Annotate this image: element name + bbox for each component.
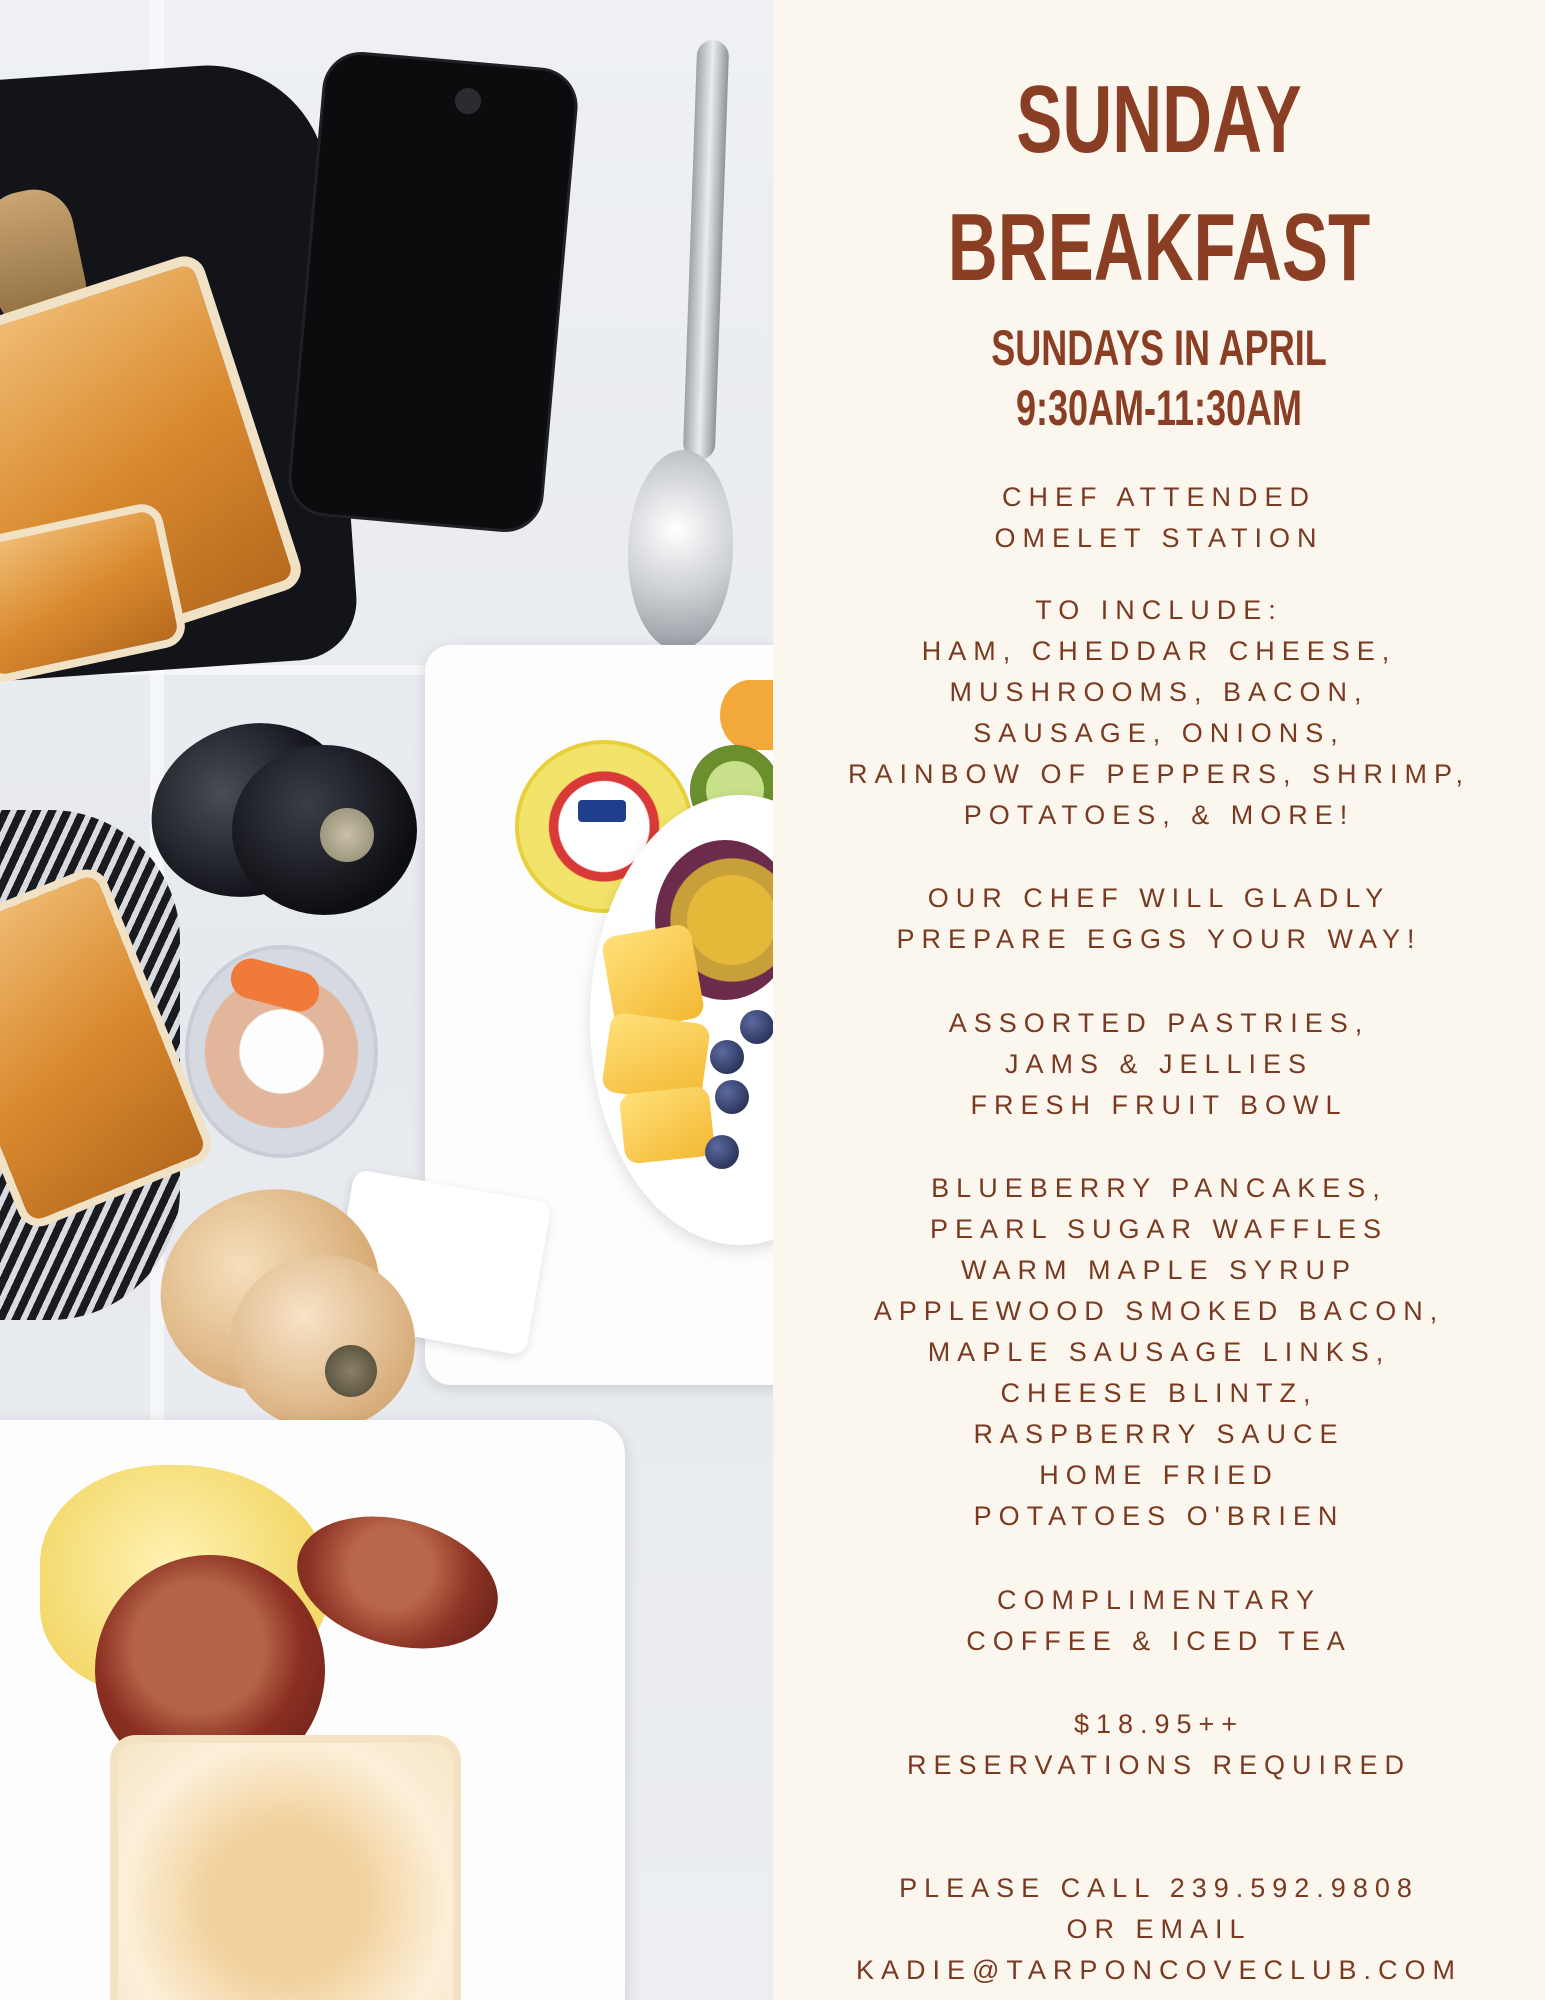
page-title-line-1: SUNDAY (1016, 66, 1302, 173)
spoon-handle-image (683, 40, 730, 461)
menu-line: HOME FRIED (1039, 1460, 1279, 1490)
menu-line: FRESH FRUIT BOWL (970, 1090, 1348, 1120)
menu-line: HAM, CHEDDAR CHEESE, (921, 636, 1397, 666)
phone-line: PLEASE CALL 239.592.9808 (899, 1873, 1419, 1903)
page-title-line-2: BREAKFAST (947, 194, 1371, 301)
menu-line: BLUEBERRY PANCAKES, (931, 1173, 1387, 1203)
menu-line: COFFEE & ICED TEA (966, 1626, 1352, 1656)
smartphone-image (288, 52, 577, 532)
blueberry-image (740, 1010, 773, 1044)
menu-line: APPLEWOOD SMOKED BACON, (873, 1296, 1445, 1326)
hot-breakfast-section (773, 1168, 1545, 1537)
schedule-days: SUNDAYS IN APRIL (991, 320, 1327, 376)
blueberry-image (705, 1135, 739, 1169)
menu-line: JAMS & JELLIES (1004, 1049, 1314, 1079)
menu-line: POTATOES, & MORE! (963, 800, 1355, 830)
spoon-bowl-image (625, 448, 737, 652)
phone-camera-image (455, 88, 481, 114)
menu-line: CHEF ATTENDED (1001, 482, 1316, 512)
salt-mill-knob-image (325, 1345, 377, 1397)
email-address: KADIE@TARPONCOVECLUB.COM (856, 1955, 1462, 1985)
blueberry-image (710, 1040, 744, 1074)
contact-section (773, 1868, 1545, 1991)
schedule-hours: 9:30AM-11:30AM (1015, 380, 1303, 436)
omelet-station-section (773, 477, 1545, 559)
salt-mill-top-image (230, 1255, 415, 1430)
menu-line: POTATOES O'BRIEN (973, 1501, 1345, 1531)
butter-brand-label-image (578, 800, 626, 822)
beverages-section (773, 1580, 1545, 1662)
menu-panel (773, 0, 1545, 2000)
reservations-note: RESERVATIONS REQUIRED (906, 1750, 1412, 1780)
menu-line: OUR CHEF WILL GLADLY (927, 883, 1391, 913)
blueberry-image (715, 1080, 749, 1114)
white-toast-image (110, 1735, 461, 2000)
menu-line: TO INCLUDE: (1035, 595, 1283, 625)
price-text: $18.95++ (1073, 1709, 1245, 1739)
pastries-section (773, 1003, 1545, 1126)
menu-line: OR EMAIL (1066, 1914, 1252, 1944)
menu-line: COMPLIMENTARY (996, 1585, 1322, 1615)
menu-line: RASPBERRY SAUCE (973, 1419, 1345, 1449)
menu-line: RAINBOW OF PEPPERS, SHRIMP, (847, 759, 1471, 789)
pepper-mill-knob-image (320, 808, 374, 862)
eggs-your-way-section (773, 878, 1545, 960)
menu-line: PEARL SUGAR WAFFLES (929, 1214, 1389, 1244)
menu-line: CHEESE BLINTZ, (1000, 1378, 1318, 1408)
menu-line: MUSHROOMS, BACON, (949, 677, 1369, 707)
pineapple-chunk-image (619, 1085, 716, 1164)
omelet-fillings-section (773, 590, 1545, 836)
orange-slice-image (720, 680, 773, 750)
menu-line: OMELET STATION (994, 523, 1324, 553)
menu-line: PREPARE EGGS YOUR WAY! (896, 924, 1422, 954)
price-section (773, 1704, 1545, 1786)
menu-line: ASSORTED PASTRIES, (948, 1008, 1370, 1038)
menu-line: MAPLE SAUSAGE LINKS, (927, 1337, 1391, 1367)
menu-line: SAUSAGE, ONIONS, (973, 718, 1345, 748)
menu-line: WARM MAPLE SYRUP (960, 1255, 1358, 1285)
